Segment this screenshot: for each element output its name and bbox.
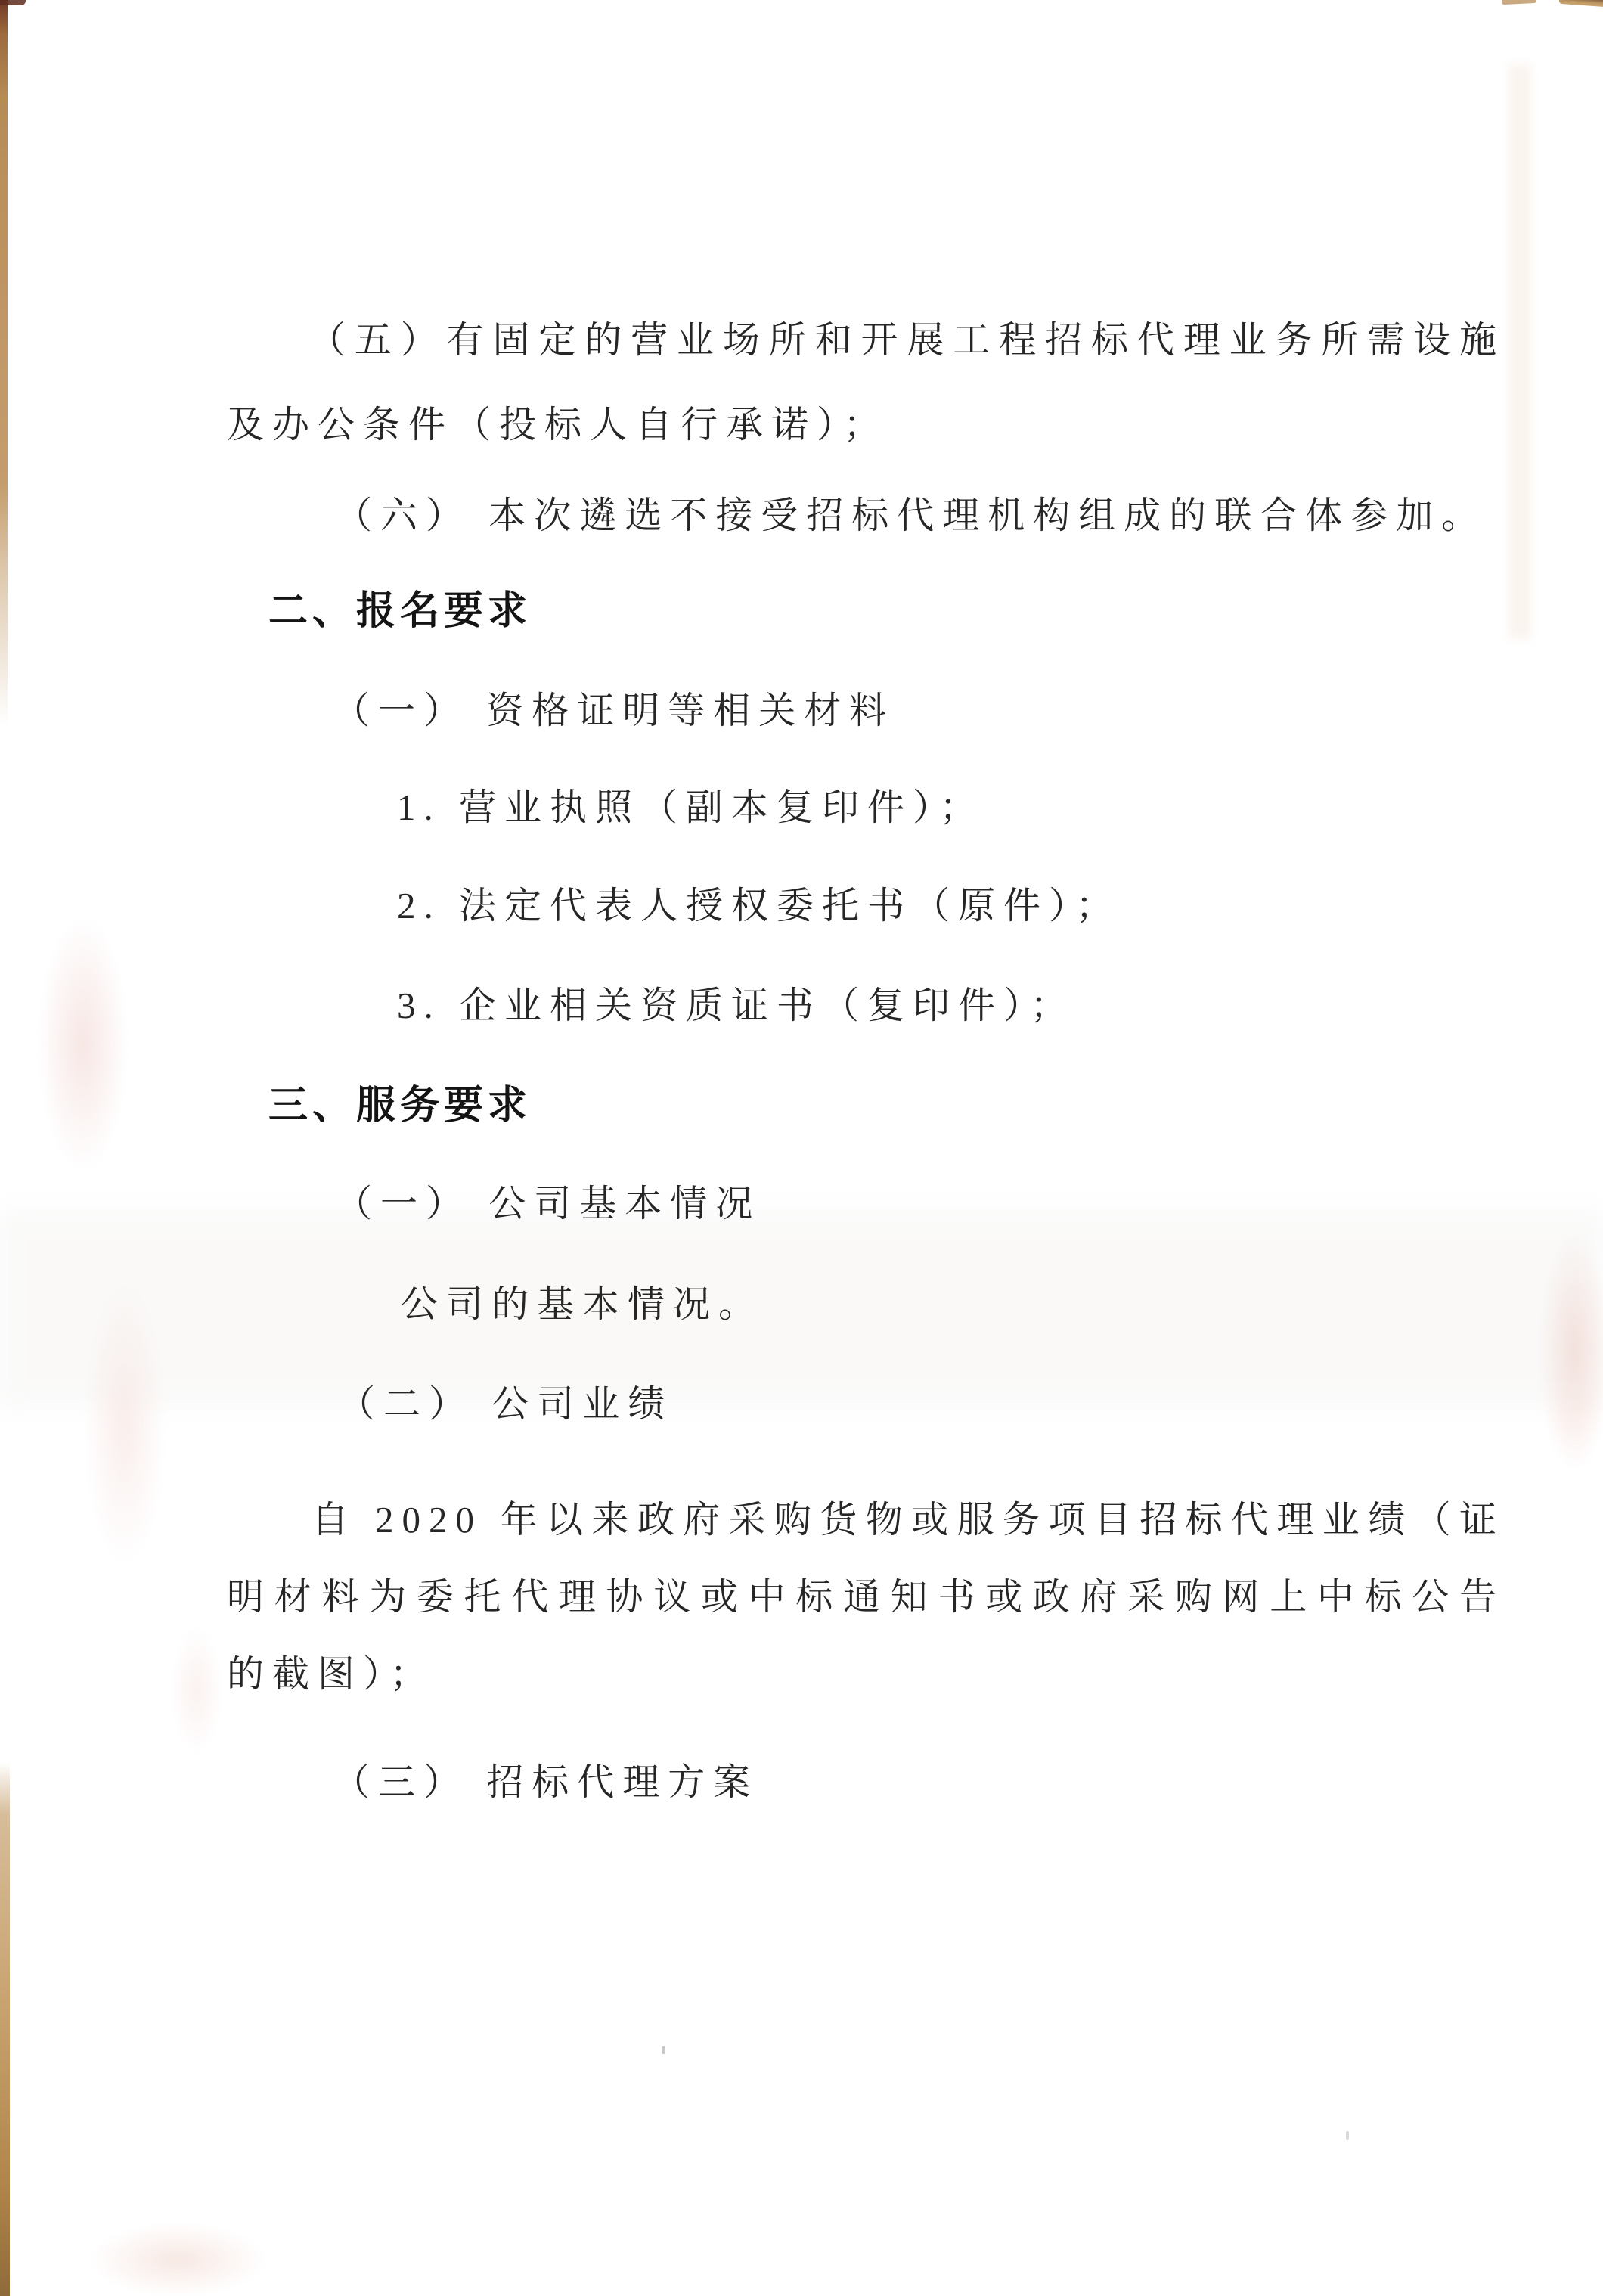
company-profile-description: 公司的基本情况。 — [401, 1283, 764, 1325]
item-company-performance: （二） 公司业绩 — [338, 1383, 674, 1425]
scan-stain-bottom — [91, 2223, 265, 2296]
scan-stain-right — [1539, 1233, 1603, 1467]
paper-edge-left-bottom — [0, 1762, 10, 2296]
scan-stain-left-3 — [170, 1626, 223, 1755]
section-heading-3-service: 三、服务要求 — [268, 1084, 532, 1128]
clause-5-line-2: 及办公条件（投标人自行承诺）； — [227, 404, 889, 445]
clause-5-line-1: （五）有固定的营业场所和开展工程招标代理业务所需设施 — [309, 319, 1505, 361]
section-heading-2-signup: 二、报名要求 — [268, 589, 532, 633]
clause-6-line: （六） 本次遴选不接受招标代理机构组成的联合体参加。 — [335, 495, 1487, 536]
list-item-business-license: 1. 营业执照（副本复印件）； — [397, 787, 985, 828]
paper-edge-top-right-mark — [1559, 0, 1603, 7]
item-company-profile: （一） 公司基本情况 — [335, 1183, 761, 1224]
scan-shading-right-band — [1508, 64, 1531, 639]
document-body — [227, 299, 1505, 1824]
scan-speck-2 — [1346, 2131, 1349, 2140]
performance-paragraph-line-2: 明材料为委托代理协议或中标通知书或政府采购网上中标公告 — [227, 1576, 1505, 1618]
performance-paragraph-line-1: 自 2020 年以来政府采购货物或服务项目招标代理业绩（证 — [312, 1499, 1505, 1540]
item-qualification-materials: （一） 资格证明等相关材料 — [333, 690, 895, 731]
list-item-qualification-certificates: 3. 企业相关资质证书（复印件）； — [397, 985, 1076, 1026]
scan-stain-left-2 — [83, 1278, 166, 1565]
scan-speck-1 — [662, 2046, 665, 2054]
paper-edge-left-top — [0, 0, 8, 726]
scan-stain-left-1 — [38, 915, 129, 1172]
paper-edge-top-right-dash — [1502, 0, 1536, 5]
list-item-authorization-letter: 2. 法定代表人授权委托书（原件）； — [397, 885, 1121, 926]
item-agency-plan: （三） 招标代理方案 — [333, 1761, 759, 1803]
paper-edge-corner-speck — [0, 0, 26, 5]
performance-paragraph-line-3: 的截图）； — [227, 1653, 436, 1695]
